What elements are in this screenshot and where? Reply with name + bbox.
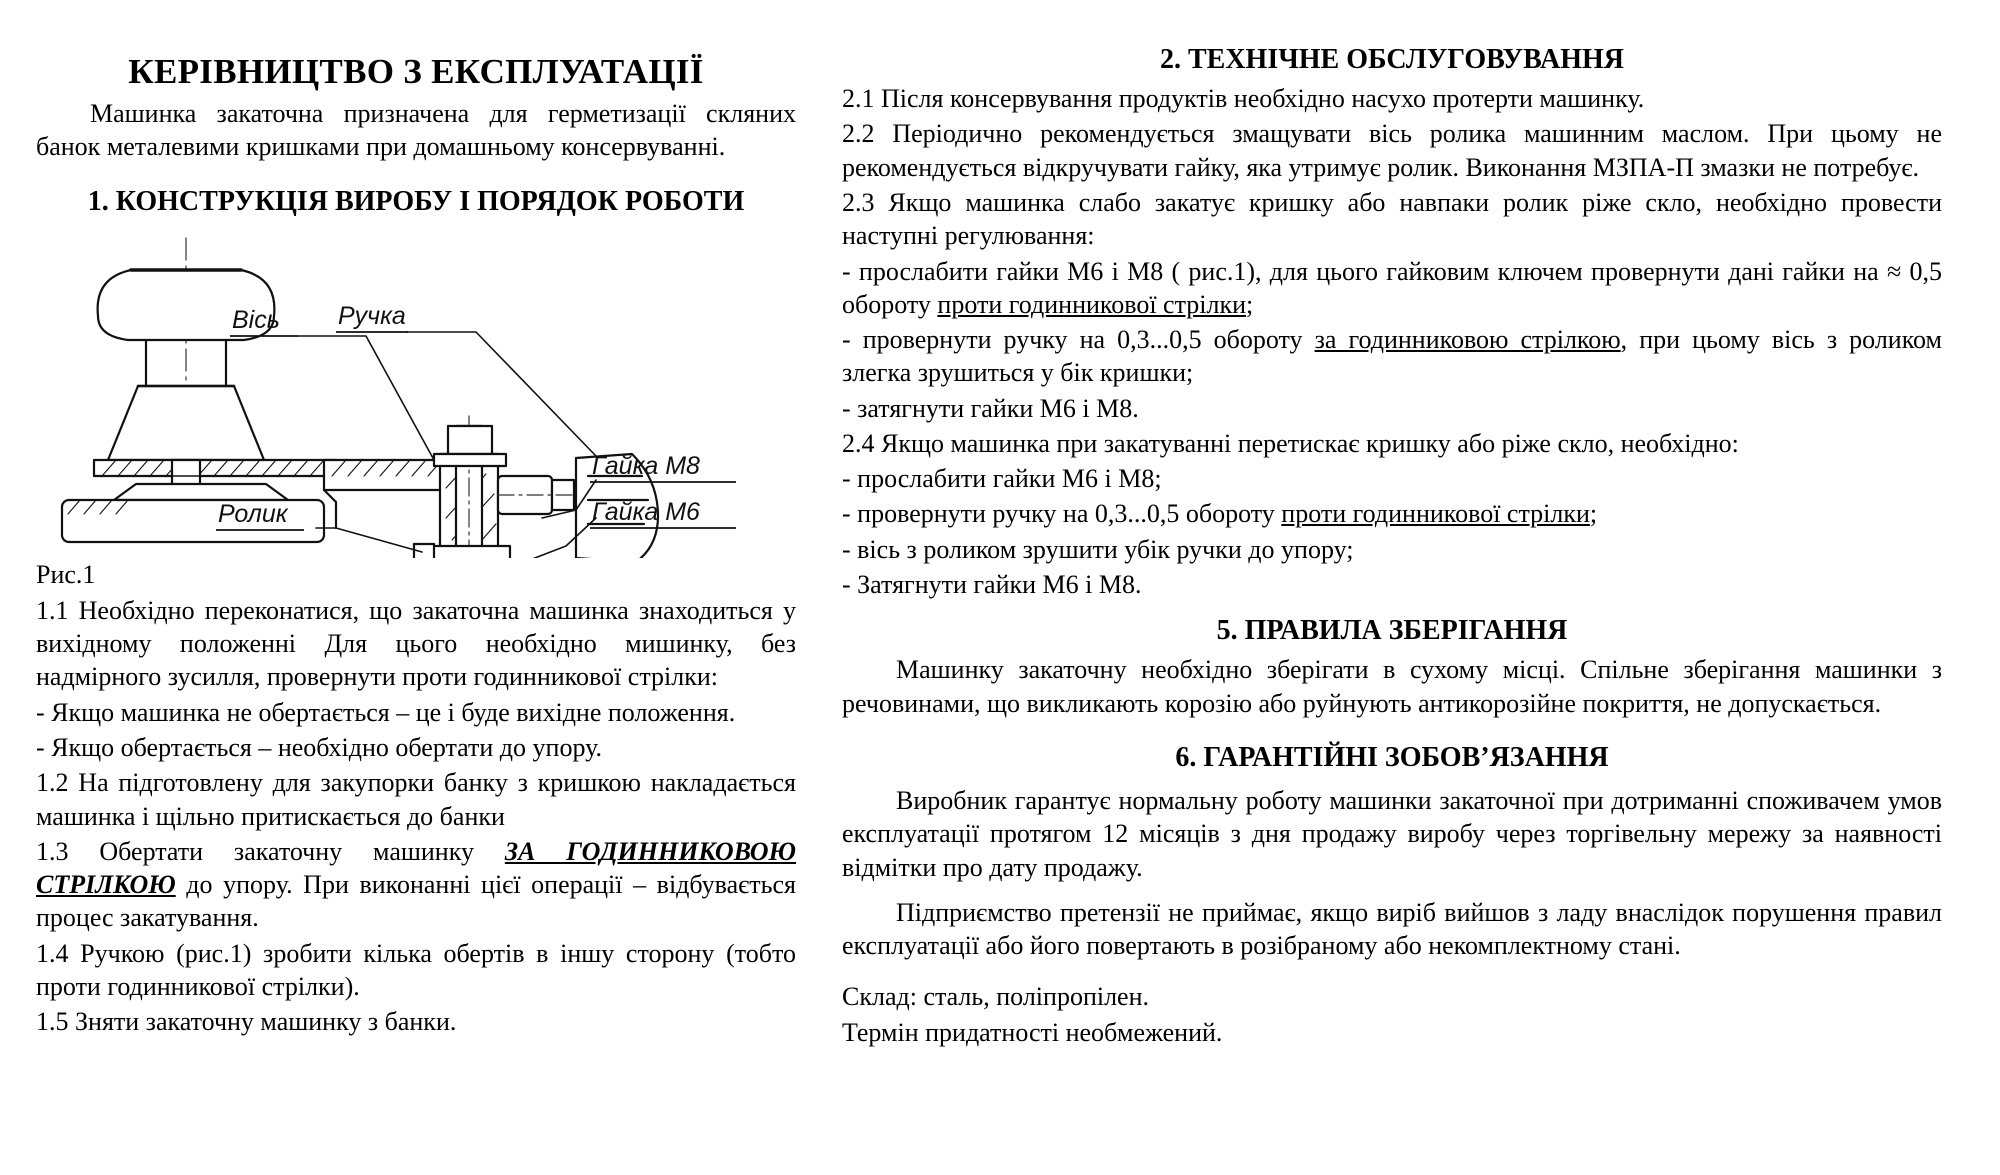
washer-top — [434, 454, 506, 466]
section-6-heading: 6. ГАРАНТІЙНІ ЗОБОВ’ЯЗАННЯ — [1175, 741, 1609, 773]
footer-shelf-life: Термін придатності необмежений. — [842, 1017, 1223, 1047]
step-1-3 — [36, 835, 796, 935]
step-1-3-post: до упору. При виконанні цієї операції – відбувається процес закатування. — [36, 870, 796, 933]
bullet-2-4-2-post: ; — [1589, 499, 1598, 529]
label-nut-m8: Гайка М8 — [592, 451, 700, 480]
step-1-4: 1.4 Ручкою (рис.1) зробити кілька обертів в іншу сторону (тобто проти годинникової стрілки). — [36, 938, 796, 1001]
footer-composition: Склад: сталь, поліпропілен. — [842, 982, 1150, 1012]
cone-body — [108, 386, 264, 460]
para-2-2: 2.2 Періодично рекомендується змащувати вісь ролика машинним маслом. При цьому не рекомендується відкручувати гайку, яка утримує ролик. Виконання МЗПА-П змазки не потребує. — [842, 119, 1942, 182]
bullet-2-3-1 — [842, 255, 1942, 322]
bullet-2-4-2-underline: проти годинникової стрілки — [1281, 499, 1590, 529]
para-2-3: 2.3 Якщо машинка слабо закатує кришку або навпаки ролик ріже скло, необхідно провести наступні регулювання: — [842, 187, 1942, 251]
leader-axis — [298, 336, 434, 460]
figure-caption: Рис.1 — [36, 559, 96, 589]
arm-drop — [324, 490, 336, 528]
label-roller: Ролик — [218, 499, 288, 528]
step-1-1-bullet-1: - Якщо машинка не обертається – це і буде вихідне положення. — [36, 697, 736, 727]
bullet-2-4-3: - вісь з роликом зрушити убік ручки до упору; — [842, 534, 1354, 564]
bullet-2-3-1-post: ; — [1246, 289, 1254, 319]
intro-paragraph: Машинка закаточна призначена для герметизації скляних банок металевими кришками при домашньому консервуванні. — [36, 99, 796, 162]
bullet-2-4-2 — [842, 497, 1942, 530]
section-1-heading: 1. КОНСТРУКЦІЯ ВИРОБУ І ПОРЯДОК РОБОТИ — [87, 185, 745, 217]
step-1-5: 1.5 Зняти закаточну машинку з банки. — [36, 1007, 457, 1037]
bullet-2-4-4: - Затягнути гайки М6 і М8. — [842, 569, 1142, 599]
bullet-2-4-1: - прослабити гайки М6 і М8; — [842, 464, 1162, 494]
section-5-heading: 5. ПРАВИЛА ЗБЕРІГАННЯ — [1216, 615, 1568, 647]
bullet-2-3-2 — [842, 323, 1942, 390]
para-2-1: 2.1 Після консервування продуктів необхідно насухо протерти машинку. — [842, 84, 1645, 114]
page-title: КЕРІВНИЦТВО З ЕКСПЛУАТАЦІЇ — [128, 52, 704, 91]
section-5-body: Машинку закаточну необхідно зберігати в сухому місці. Спільне зберігання машинки з речовинами, що викликають корозію або руйнують антикорозійне покриття, не допускається. — [842, 655, 1942, 718]
right-column — [842, 40, 1942, 1155]
step-1-1-bullet-2: - Якщо обертається – необхідно обертати до упору. — [36, 732, 602, 762]
leader-handle — [406, 332, 596, 456]
label-axis: Вісь — [232, 305, 280, 334]
product-diagram — [36, 228, 776, 558]
step-1-3-emphasis: ЗА ГОДИННИКОВОЮ СТРІЛКОЮ — [36, 836, 796, 900]
nut-top — [448, 426, 492, 454]
left-column — [36, 40, 796, 1155]
bullet-2-3-2-post: , при цьому вісь з роликом злегка зрушиться у бік кришки; — [842, 325, 1942, 388]
bullet-2-3-2-underline: за годинниковою стрілкою — [1314, 325, 1621, 355]
bullet-2-3-3: - затягнути гайки М6 і М8. — [842, 393, 1139, 423]
label-nut-m6: Гайка М6 — [592, 497, 700, 526]
leader-roller — [316, 528, 422, 552]
bullet-2-4-2-pre: - провернути ручку на 0,3...0,5 обороту — [842, 499, 1282, 529]
base-spreader — [114, 484, 288, 500]
section-2-heading: 2. ТЕХНІЧНЕ ОБСЛУГОВУВАННЯ — [1159, 44, 1625, 75]
bullet-2-3-2-pre: - провернути ручку на 0,3...0,5 обороту — [842, 325, 1315, 355]
bullet-2-3-1-pre: - прослабити гайки М6 і М8 ( рис.1), для цього гайковим ключем провернути дані гайки на ≈ 0,5 обороту — [842, 256, 1942, 319]
para-2-4: 2.4 Якщо машинка при закатуванні перетискає кришку або ріже скло, необхідно: — [842, 428, 1739, 458]
section-6-para-2: Підприємство претензії не приймає, якщо виріб вийшов з ладу внаслідок порушення правил експлуатації або його повертають в розібраному або некомплектному стані. — [842, 897, 1942, 961]
washer-bottom — [430, 546, 510, 558]
step-1-2: 1.2 На підготовлену для закупорки банку з кришкою накладається машинка і щільно притискається до банки — [36, 768, 796, 831]
label-handle: Ручка — [338, 301, 406, 330]
diagram-svg — [36, 228, 776, 558]
step-1-3-pre: 1.3 Обертати закаточну машинку — [36, 836, 505, 866]
bullet-2-3-1-underline: проти годинникової стрілки — [937, 289, 1247, 319]
section-6-para-1: Виробник гарантує нормальну роботу машинки закаточної при дотриманні споживачем умов експлуатації протягом 12 місяців з дня продажу виробу через торгівельну мережу за наявності відмітки про дату продажу. — [842, 786, 1942, 882]
step-1-1: 1.1 Необхідно переконатися, що закаточна машинка знаходиться у вихідному положенні Для цього необхідно мишинку, без надмірного зусилля, провернути проти годинникової стрілки: — [36, 595, 796, 692]
